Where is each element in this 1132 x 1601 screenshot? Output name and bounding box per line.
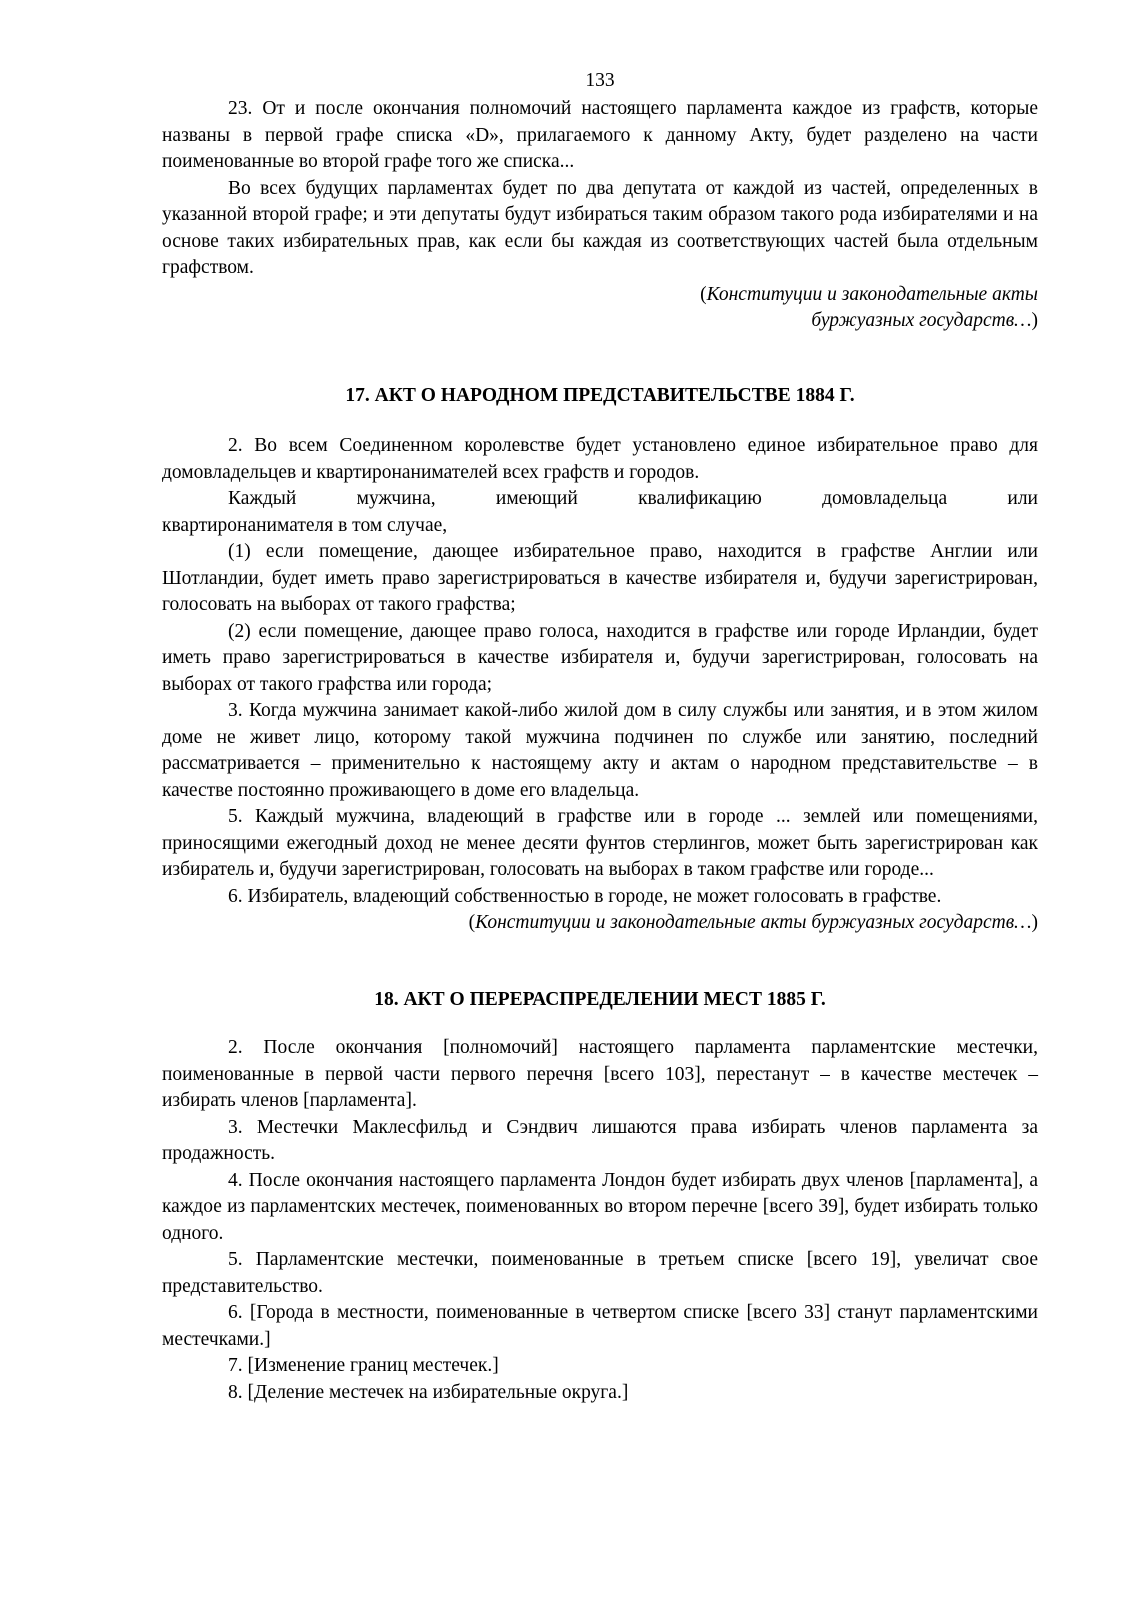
paragraph: 6. Избиратель, владеющий собственностью в городе, не может голосовать в графстве. xyxy=(228,885,942,907)
citation-close-paren: ) xyxy=(1031,912,1038,933)
paragraph: 3. Местечки Маклесфильд и Сэндвич лишаются права избирать членов парламента за продажность. xyxy=(162,1116,1038,1164)
paragraph: 3. Когда мужчина занимает какой-либо жилой дом в силу службы или занятия, и в этом жилом доме не живет лицо, которому такой мужчина подчинен по службе или занятию, последний рассматривается – применительно к настоящему акту и актам о народном представительстве – в качестве постоянно проживающего в доме его владельца. xyxy=(162,700,1038,801)
citation-text: Конституции и законодательные акты буржуазных государств… xyxy=(475,912,1032,933)
paragraph: (2) если помещение, дающее право голоса, находится в графстве или городе Ирландии, будет иметь право зарегистрироваться в качестве избирателя и, будучи зарегистрирован, голосовать на выборах от такого графства или города; xyxy=(162,620,1038,695)
paragraph: 5. Парламентские местечки, поименованные в третьем списке [всего 19], увеличат свое представительство. xyxy=(162,1249,1038,1297)
paragraph: (1) если помещение, дающее избирательное право, находится в графстве Англии или Шотландии, будет иметь право зарегистрироваться в качестве избирателя и, будучи зарегистрирован, голосовать на выборах от такого графства; xyxy=(162,541,1038,615)
citation-text: Конституции и законодательные акты xyxy=(706,283,1038,305)
paragraph: 6. [Города в местности, поименованные в четвертом списке [всего 33] станут парламентскими местечками.] xyxy=(162,1302,1038,1350)
paragraph: 7. [Изменение границ местечек.] xyxy=(228,1355,499,1376)
citation xyxy=(162,282,1038,335)
paragraph: 5. Каждый мужчина, владеющий в графстве или в городе ... землей или помещениями, приносящими ежегодный доход не менее десяти фунтов стерлингов, может быть зарегистрирован как избиратель и, будучи зарегистрирован, голосовать на выборах в таком графстве или городе... xyxy=(162,806,1038,880)
paragraph: 4. После окончания настоящего парламента Лондон будет избирать двух членов [парламента], а каждое из парламентских местечек, поименованных во втором перечне [всего 39], будет избирать только одного. xyxy=(162,1169,1038,1244)
paragraph: Каждый мужчина, имеющий квалификацию домовладельца или xyxy=(228,488,1038,509)
section-heading: 18. АКТ О ПЕРЕРАСПРЕДЕЛЕНИИ МЕСТ 1885 Г. xyxy=(374,988,826,1010)
document-page xyxy=(162,66,1038,1406)
page-number: 133 xyxy=(585,70,615,91)
paragraph: 23. От и после окончания полномочий настоящего парламента каждое из графств, которые названы в первой графе списка «D», прилагаемого к данному Акту, будет разделено на части поименованные во второй графе того же списка... xyxy=(162,98,1038,172)
paragraph: 8. [Деление местечек на избирательные округа.] xyxy=(228,1381,629,1403)
citation-close-paren: ) xyxy=(1031,310,1038,331)
paragraph: квартиронанимателя в том случае, xyxy=(162,514,448,536)
paragraph: Во всех будущих парламентах будет по два депутата от каждой из частей, определенных в указанной второй графе; и эти депутаты будут избираться таким образом такого рода избирателями и на основе таких избирательных прав, как если бы каждая из соответствующих частей была отдельным графством. xyxy=(162,177,1038,278)
citation-text: буржуазных государств… xyxy=(811,310,1032,331)
citation-open-paren: ( xyxy=(468,912,476,933)
citation-open-paren: ( xyxy=(700,283,707,305)
citation xyxy=(162,910,1038,937)
paragraph: 2. Во всем Соединенном королевстве будет установлено единое избирательное право для домовладельцев и квартиронанимателей всех графств и городов. xyxy=(162,435,1038,483)
paragraph: 2. После окончания [полномочий] настоящего парламента парламентские местечки, поименованные в первой части первого перечня [всего 103], перестанут – в качестве местечек – избирать членов [парламента]. xyxy=(162,1037,1038,1111)
section-heading: 17. АКТ О НАРОДНОМ ПРЕДСТАВИТЕЛЬСТВЕ 1884 Г. xyxy=(345,384,855,406)
